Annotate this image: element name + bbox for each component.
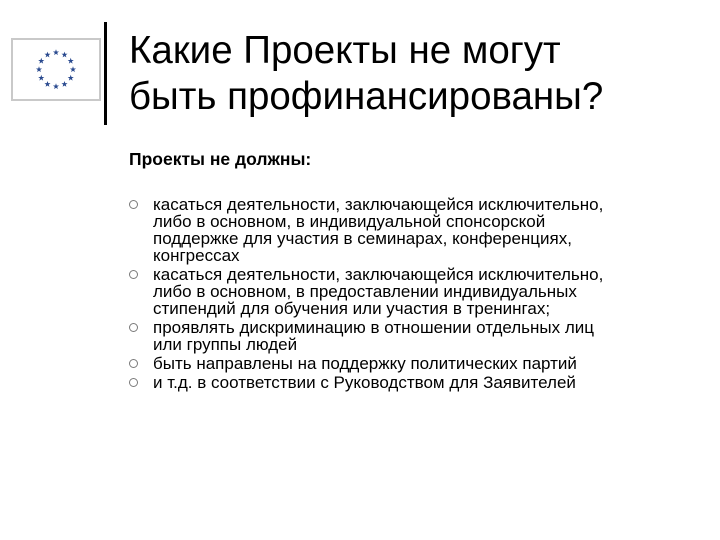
list-item-line: или группы людей <box>153 335 298 354</box>
bullet-list <box>129 196 699 393</box>
list-item-line: и т.д. в соответствии с Руководством для Заявителей <box>153 373 576 392</box>
eu-star-icon <box>38 75 44 81</box>
eu-flag-icon <box>13 40 99 99</box>
list-item-line: касаться деятельности, заключающейся исключительно, <box>153 265 604 284</box>
bullet-circle-icon <box>129 359 138 368</box>
list-item <box>129 196 699 264</box>
eu-star-icon <box>70 66 76 72</box>
subheading: Проекты не должны: <box>129 149 312 169</box>
eu-star-icon <box>44 81 50 87</box>
eu-star-icon <box>38 58 44 64</box>
list-item-line: быть направлены на поддержку политических партий <box>153 354 577 373</box>
title-line-2: быть профинансированы? <box>129 75 604 118</box>
bullet-circle-icon <box>129 323 138 332</box>
list-item-line: поддержке для участия в семинарах, конференциях, <box>153 229 572 248</box>
list-item-line: либо в основном, в индивидуальной спонсорской <box>153 212 546 231</box>
eu-star-icon <box>68 58 74 64</box>
eu-star-icon <box>36 66 42 72</box>
bullet-circle-icon <box>129 378 138 387</box>
page-title <box>129 28 699 120</box>
eu-star-icon <box>53 49 59 55</box>
list-item-line: касаться деятельности, заключающейся исключительно, <box>153 195 604 214</box>
list-item-line: проявлять дискриминацию в отношении отдельных лиц <box>153 318 595 337</box>
list-item-line: стипендий для обучения или участия в тренингах; <box>153 299 551 318</box>
bullet-circle-icon <box>129 270 138 279</box>
title-divider <box>104 22 107 125</box>
list-item-line: либо в основном, в предоставлении индивидуальных <box>153 282 577 301</box>
eu-star-icon <box>53 83 59 89</box>
list-item <box>129 374 699 391</box>
list-item-line: конгрессах <box>153 246 240 265</box>
eu-star-icon <box>61 52 67 58</box>
bullet-circle-icon <box>129 200 138 209</box>
eu-flag-logo <box>11 38 101 101</box>
list-item <box>129 355 699 372</box>
eu-star-icon <box>61 81 67 87</box>
eu-star-icon <box>68 75 74 81</box>
eu-star-icon <box>44 52 50 58</box>
title-line-1: Какие Проекты не могут <box>129 29 561 72</box>
list-item <box>129 319 699 353</box>
list-item <box>129 266 699 317</box>
